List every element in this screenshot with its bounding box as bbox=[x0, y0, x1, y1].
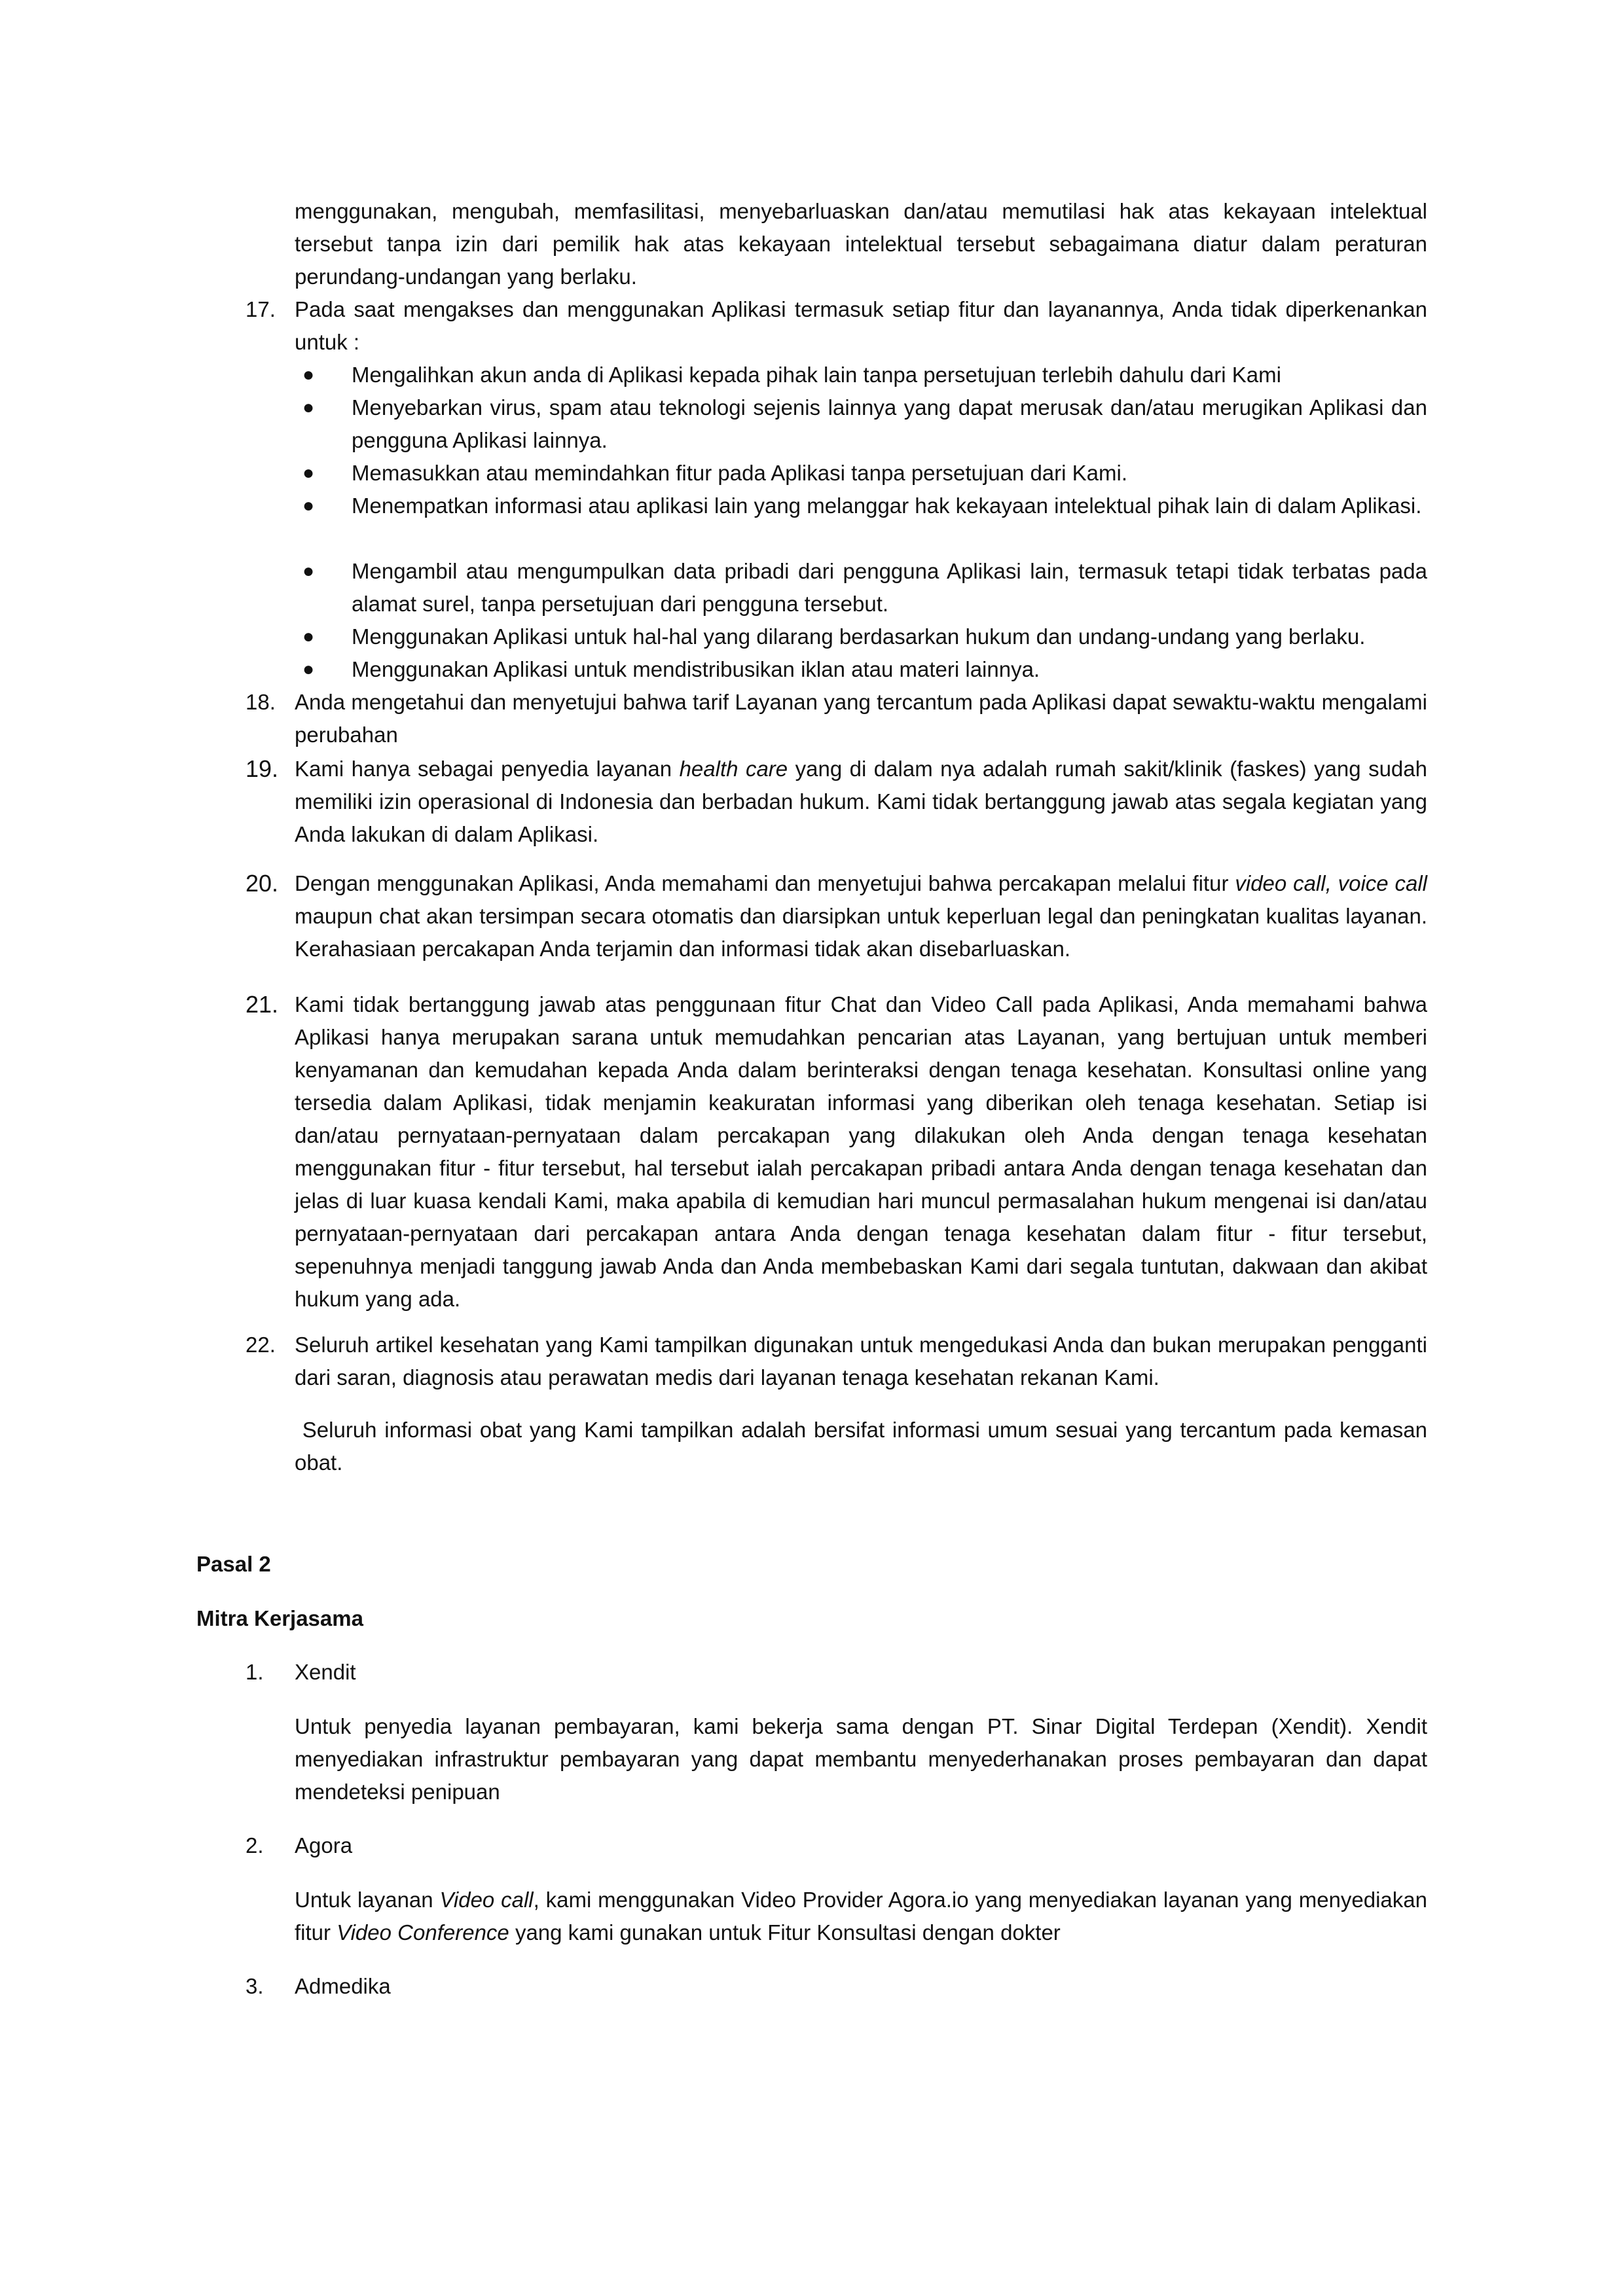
item-21-text: Kami tidak bertanggung jawab atas penggunaan fitur Chat dan Video Call pada Aplikasi, Anda memahami bahwa Aplikasi hanya merupakan sarana untuk memudahkan pencarian atas Layanan, yang bertujuan untuk memberi kenyamanan dan kemudahan kepada Anda dalam berinteraksi dengan tenaga kesehatan. Konsultasi online yang tersedia dalam Aplikasi, tidak menjamin keakuratan informasi yang diberikan oleh tenaga kesehatan. Setiap isi dan/atau pernyataan-pernyataan dalam percakapan yang dilakukan oleh Anda dengan tenaga kesehatan menggunakan fitur - fitur tersebut, hal tersebut ialah percakapan pribadi antara Anda dengan tenaga kesehatan dan jelas di luar kuasa kendali Kami, maka apabila di kemudian hari muncul permasalahan hukum mengenai isi dan/atau pernyataan-pernyataan dari percakapan antara Anda dengan tenaga kesehatan dalam fitur - fitur tersebut, sepenuhnya menjadi tanggung jawab Anda dan Anda membebaskan Kami dari segala tuntutan, dakwaan dan akibat hukum yang ada. bbox=[295, 992, 1427, 1311]
mitra-1-name: Xendit bbox=[295, 1660, 356, 1684]
continuation-paragraph: menggunakan, mengubah, memfasilitasi, menyebarluaskan dan/atau memutilasi hak atas kekayaan intelektual tersebut tanpa izin dari pemilik hak atas kekayaan intelektual tersebut sebagaimana diatur dalam peraturan perundang-undangan yang berlaku. bbox=[295, 199, 1427, 289]
mitra-3-number: 3. bbox=[246, 1974, 264, 1998]
item-20-number: 20. bbox=[246, 870, 279, 897]
mitra-2-number: 2. bbox=[246, 1833, 264, 1857]
bullet-icon: ● bbox=[302, 658, 315, 680]
mitra-1-number: 1. bbox=[246, 1660, 264, 1684]
mitra-2-name: Agora bbox=[295, 1833, 353, 1857]
bullet-icon: ● bbox=[302, 364, 315, 386]
bullet-icon: ● bbox=[302, 626, 315, 647]
bullet-icon: ● bbox=[302, 462, 315, 484]
item-17-bullet-6: Menggunakan Aplikasi untuk hal-hal yang dilarang berdasarkan hukum dan undang-undang yang berlaku. bbox=[352, 624, 1366, 649]
item-17-bullet-5: Mengambil atau mengumpulkan data pribadi dari pengguna Aplikasi lain, termasuk tetapi tidak terbatas pada alamat surel, tanpa persetujuan dari pengguna tersebut. bbox=[352, 559, 1427, 616]
item-18-number: 18. bbox=[246, 690, 276, 714]
item-17-bullet-2: Menyebarkan virus, spam atau teknologi sejenis lainnya yang dapat merusak dan/atau merugikan Aplikasi dan pengguna Aplikasi lainnya. bbox=[352, 395, 1427, 452]
section-subtitle: Mitra Kerjasama bbox=[196, 1606, 363, 1630]
mitra-2-desc: Untuk layanan Video call, kami menggunakan Video Provider Agora.io yang menyediakan layanan yang menyediakan fitur Video Conference yang kami gunakan untuk Fitur Konsultasi dengan dokter bbox=[295, 1888, 1427, 1945]
item-21-number: 21. bbox=[246, 991, 279, 1018]
mitra-1-desc: Untuk penyedia layanan pembayaran, kami bekerja sama dengan PT. Sinar Digital Terdepan (Xendit). Xendit menyediakan infrastruktur pembayaran yang dapat membantu menyederhanakan proses pembayaran dan dapat mendeteksi penipuan bbox=[295, 1714, 1427, 1804]
item-22-number: 22. bbox=[246, 1333, 276, 1357]
item-22-text: Seluruh artikel kesehatan yang Kami tampilkan digunakan untuk mengedukasi Anda dan bukan merupakan pengganti dari saran, diagnosis atau perawatan medis dari layanan tenaga kesehatan rekanan Kami. bbox=[295, 1333, 1427, 1390]
bullet-icon: ● bbox=[302, 495, 315, 516]
bullet-icon: ● bbox=[302, 560, 315, 582]
mitra-3-name: Admedika bbox=[295, 1974, 391, 1998]
item-17-bullet-7: Menggunakan Aplikasi untuk mendistribusikan iklan atau materi lainnya. bbox=[352, 657, 1040, 681]
item-17-text: Pada saat mengakses dan menggunakan Aplikasi termasuk setiap fitur dan layanannya, Anda tidak diperkenankan untuk : bbox=[295, 297, 1427, 354]
item-19-text: Kami hanya sebagai penyedia layanan health care yang di dalam nya adalah rumah sakit/klinik (faskes) yang sudah memiliki izin operasional di Indonesia dan berbadan hukum. Kami tidak bertanggung jawab atas segala kegiatan yang Anda lakukan di dalam Aplikasi. bbox=[295, 757, 1427, 846]
item-17-number: 17. bbox=[246, 297, 276, 321]
item-17-bullet-3: Memasukkan atau memindahkan fitur pada Aplikasi tanpa persetujuan dari Kami. bbox=[352, 461, 1128, 485]
item-19-number: 19. bbox=[246, 755, 279, 782]
item-20-text: Dengan menggunakan Aplikasi, Anda memahami dan menyetujui bahwa percakapan melalui fitur video call, voice call maupun chat akan tersimpan secara otomatis dan diarsipkan untuk keperluan legal dan peningkatan kualitas layanan. Kerahasiaan percakapan Anda terjamin dan informasi tidak akan disebarluaskan. bbox=[295, 871, 1427, 961]
item-18-text: Anda mengetahui dan menyetujui bahwa tarif Layanan yang tercantum pada Aplikasi dapat sewaktu-waktu mengalami perubahan bbox=[295, 690, 1427, 747]
section-title: Pasal 2 bbox=[196, 1552, 271, 1576]
item-17-bullet-1: Mengalihkan akun anda di Aplikasi kepada pihak lain tanpa persetujuan terlebih dahulu dari Kami bbox=[352, 363, 1281, 387]
item-22-text-2: Seluruh informasi obat yang Kami tampilkan adalah bersifat informasi umum sesuai yang tercantum pada kemasan obat. bbox=[295, 1418, 1434, 1475]
item-17-bullet-4: Menempatkan informasi atau aplikasi lain yang melanggar hak kekayaan intelektual pihak lain di dalam Aplikasi. bbox=[352, 493, 1422, 518]
bullet-icon: ● bbox=[302, 397, 315, 418]
